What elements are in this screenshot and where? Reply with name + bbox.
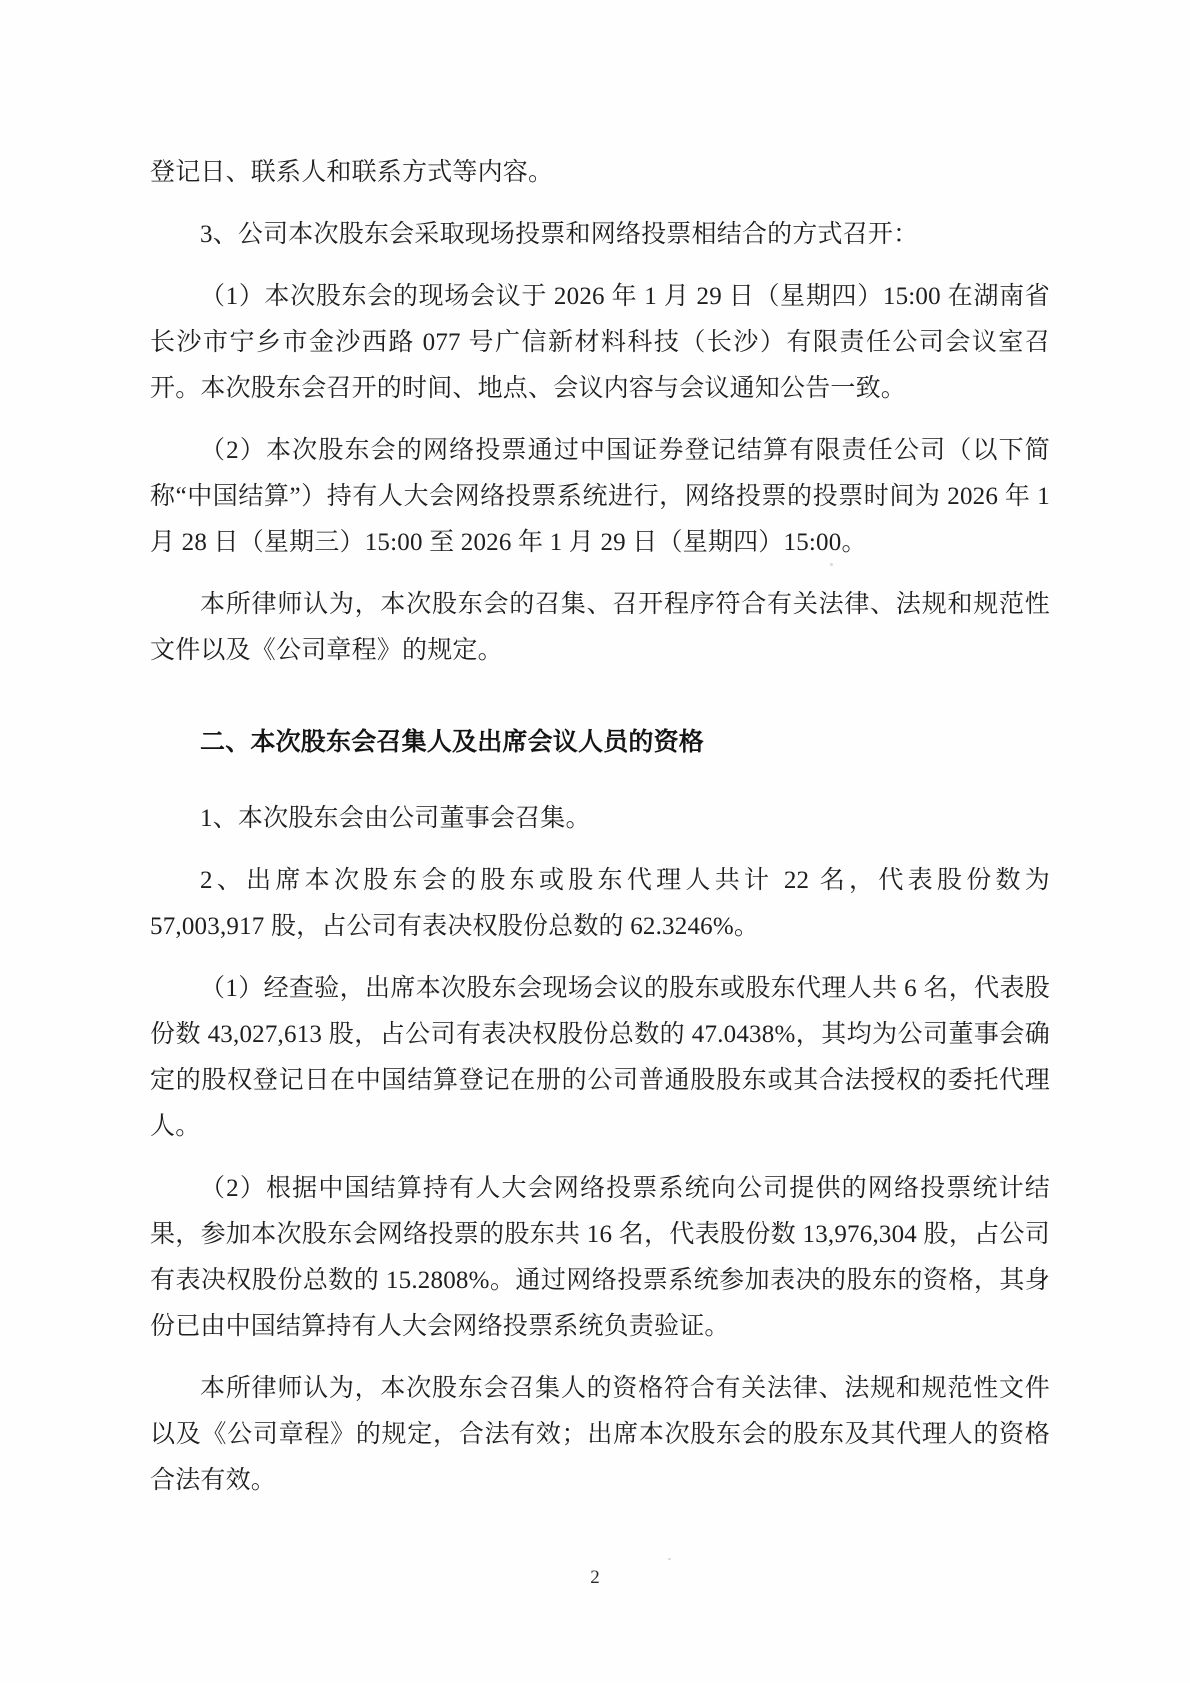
scan-speck — [668, 1558, 671, 1560]
paragraph-lawyer-opinion-2: 本所律师认为，本次股东会召集人的资格符合有关法律、法规和规范性文件以及《公司章程》的规定，合法有效；出席本次股东会的股东及其代理人的资格合法有效。 — [150, 1375, 1050, 1494]
paragraph-item-3-1: （1）本次股东会的现场会议于 2026 年 1 月 29 日（星期四）15:00 在湖南省长沙市宁乡市金沙西路 077 号广信新材料科技（长沙）有限责任公司会议室召开。本次股东会召开的时间、地点、会议内容与会议通知公告一致。 — [150, 283, 1050, 402]
page-number: 2 — [590, 1567, 600, 1588]
paragraph-lawyer-opinion-1: 本所律师认为，本次股东会的召集、召开程序符合有关法律、法规和规范性文件以及《公司章程》的规定。 — [150, 591, 1050, 664]
paragraph-sec2-item-2-2: （2）根据中国结算持有人大会网络投票系统向公司提供的网络投票统计结果，参加本次股东会网络投票的股东共 16 名，代表股份数 13,976,304 股，占公司有表决权股份总数的 15.2808%。通过网络投票系统参加表决的股东的资格，其身份已由中国结算持有人大会网络投票系统负责验证。 — [150, 1175, 1050, 1340]
paragraph-sec2-item-1: 1、本次股东会由公司董事会召集。 — [200, 805, 591, 832]
paragraph-item-3-2: （2）本次股东会的网络投票通过中国证券登记结算有限责任公司（以下简称“中国结算”）持有人大会网络投票系统进行，网络投票的投票时间为 2026 年 1 月 28 日（星期三）15:00 至 2026 年 1 月 29 日（星期四）15:00。 — [150, 437, 1050, 556]
paragraph-sec2-item-2: 2、出席本次股东会的股东或股东代理人共计 22 名，代表股份数为 57,003,917 股，占公司有表决权股份总数的 62.3246%。 — [150, 867, 1050, 940]
paragraph-sec2-item-2-1: （1）经查验，出席本次股东会现场会议的股东或股东代理人共 6 名，代表股份数 43,027,613 股，占公司有表决权股份总数的 47.0438%，其均为公司董事会确定的股权登记日在中国结算登记在册的公司普通股股东或其合法授权的委托代理人。 — [150, 975, 1050, 1140]
section-heading-2: 二、本次股东会召集人及出席会议人员的资格 — [200, 729, 705, 756]
paragraph-continuation: 登记日、联系人和联系方式等内容。 — [150, 159, 554, 186]
scan-speck — [830, 563, 833, 566]
document-body — [150, 150, 1050, 1520]
paragraph-item-3: 3、公司本次股东会采取现场投票和网络投票相结合的方式召开： — [200, 221, 919, 248]
